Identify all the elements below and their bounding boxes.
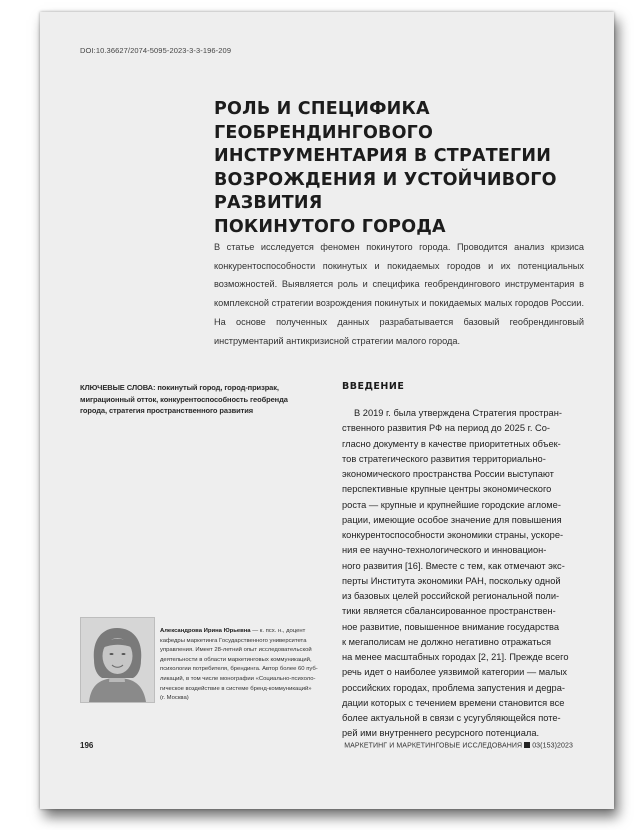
keywords	[80, 382, 312, 417]
text-line: рей ими внутреннего ресурсного потенциала.	[342, 728, 540, 739]
text-line: перспективные крупные центры экономического	[342, 484, 552, 495]
journal-footer	[344, 742, 573, 750]
abstract: В статье исследуется феномен покинутого города. Проводится анализ кризиса конкурентоспособности покинутых и покидаемых городов и их потенциальных возможностей. Выявляется роль и специфика геобрендингового инструментария в комплексной стратегии возрождения покинутых и покидаемых малых городов России. На основе полученных данных разрабатывается базовый геобрендинговый инструментарий антикризисной стратегии малого города.	[214, 242, 584, 346]
text-line: ственного развития РФ на период до 2025 г. Со-	[342, 423, 551, 434]
title-line-4: ПОКИНУТОГО ГОРОДА	[214, 216, 446, 237]
bio-line: гическое воздействие в системе бренд-коммуникаций»	[160, 685, 312, 692]
text-line: к мегаполисам не должно негативно отражаться	[342, 636, 552, 647]
text-line: ное развитие, повышенное внимание государства	[342, 621, 560, 632]
doi-line: DOI:10.36627/2074-5095-2023-3-3-196-209	[80, 46, 232, 55]
journal-title: МАРКЕТИНГ И МАРКЕТИНГОВЫЕ ИССЛЕДОВАНИЯ	[344, 742, 523, 750]
text-line: дации которых с течением времени становится все	[342, 697, 565, 708]
text-line: роста — крупные и крупнейшие городские агломе-	[342, 499, 561, 510]
keywords-text: покинутый город, город-призрак, миграционный отток, конкурентоспособность геобренда города, стратегия пространственного развития	[80, 383, 288, 415]
bio-line: кафедры маркетинга Государственного университета	[160, 637, 307, 644]
text-line: тики является сбалансированное пространствен-	[342, 606, 556, 617]
page-number: 196	[80, 741, 94, 750]
author-degree: — к. псх. н., доцент	[250, 628, 306, 634]
bio-line: ликаций, в том числе монографии «Социально-психоло-	[160, 675, 316, 682]
journal-issue: 03(153)2023	[532, 742, 573, 750]
text-line: гласно документу в качестве приоритетных объек-	[342, 438, 561, 449]
text-line: более актуальной в связи с усугубляющейся поте-	[342, 713, 561, 723]
text-line: В 2019 г. была утверждена Стратегия простран-	[354, 408, 562, 418]
text-line: рации, имеющие особое значение для повышения	[342, 514, 562, 525]
journal-page	[40, 12, 614, 809]
author-photo	[80, 617, 155, 703]
bio-line: психологии потребителя, брендинга. Автор более 60 пуб-	[160, 666, 318, 673]
text-line: российских городах, проблема запустения и деgра-	[342, 682, 565, 693]
title-line-1: РОЛЬ И СПЕЦИФИКА ГЕОБРЕНДИНГОВОГО	[214, 99, 434, 143]
text-line: речь идет о наиболее уязвимой категории — малых	[342, 667, 568, 678]
text-line: на менее масштабных городах [2, 21]. Прежде всего	[342, 652, 569, 662]
article-title	[214, 98, 594, 239]
text-line: ния ее научно-технологического и инновацион-	[342, 545, 547, 556]
author-bio	[160, 627, 320, 704]
author-name: Александрова Ирина Юрьевна	[160, 628, 251, 634]
text-line: экономического пространства России выступают	[342, 469, 554, 479]
text-line: ного развития [16]. Вместе с тем, как отмечают экс-	[342, 560, 565, 571]
keywords-label: КЛЮЧЕВЫЕ СЛОВА:	[80, 383, 156, 392]
title-line-3: ВОЗРОЖДЕНИЯ И УСТОЙЧИВОГО РАЗВИТИЯ	[214, 169, 557, 213]
title-line-2: ИНСТРУМЕНТАРИЯ В СТРАТЕГИИ	[214, 146, 552, 166]
author-first-line	[160, 627, 320, 637]
introduction-text	[342, 406, 590, 742]
author-portrait-image	[81, 618, 154, 702]
text-line: из базовых целей российской региональной поли-	[342, 591, 560, 601]
bio-line: (г. Москва)	[160, 695, 189, 702]
text-line: конкурентоспособности экономики страны, ускоре-	[342, 530, 564, 540]
bio-line: управления. Имеет 28-летний опыт исследовательской	[160, 647, 312, 654]
text-line: перты Института экономики РАН, поскольку одной	[342, 575, 561, 586]
bio-line: деятельности в области маркетинговых коммуникаций,	[160, 656, 312, 663]
square-separator-icon	[524, 742, 530, 748]
section-heading-introduction: ВВЕДЕНИЕ	[342, 381, 405, 392]
text-line: тов стратегического развития территориально-	[342, 453, 546, 464]
